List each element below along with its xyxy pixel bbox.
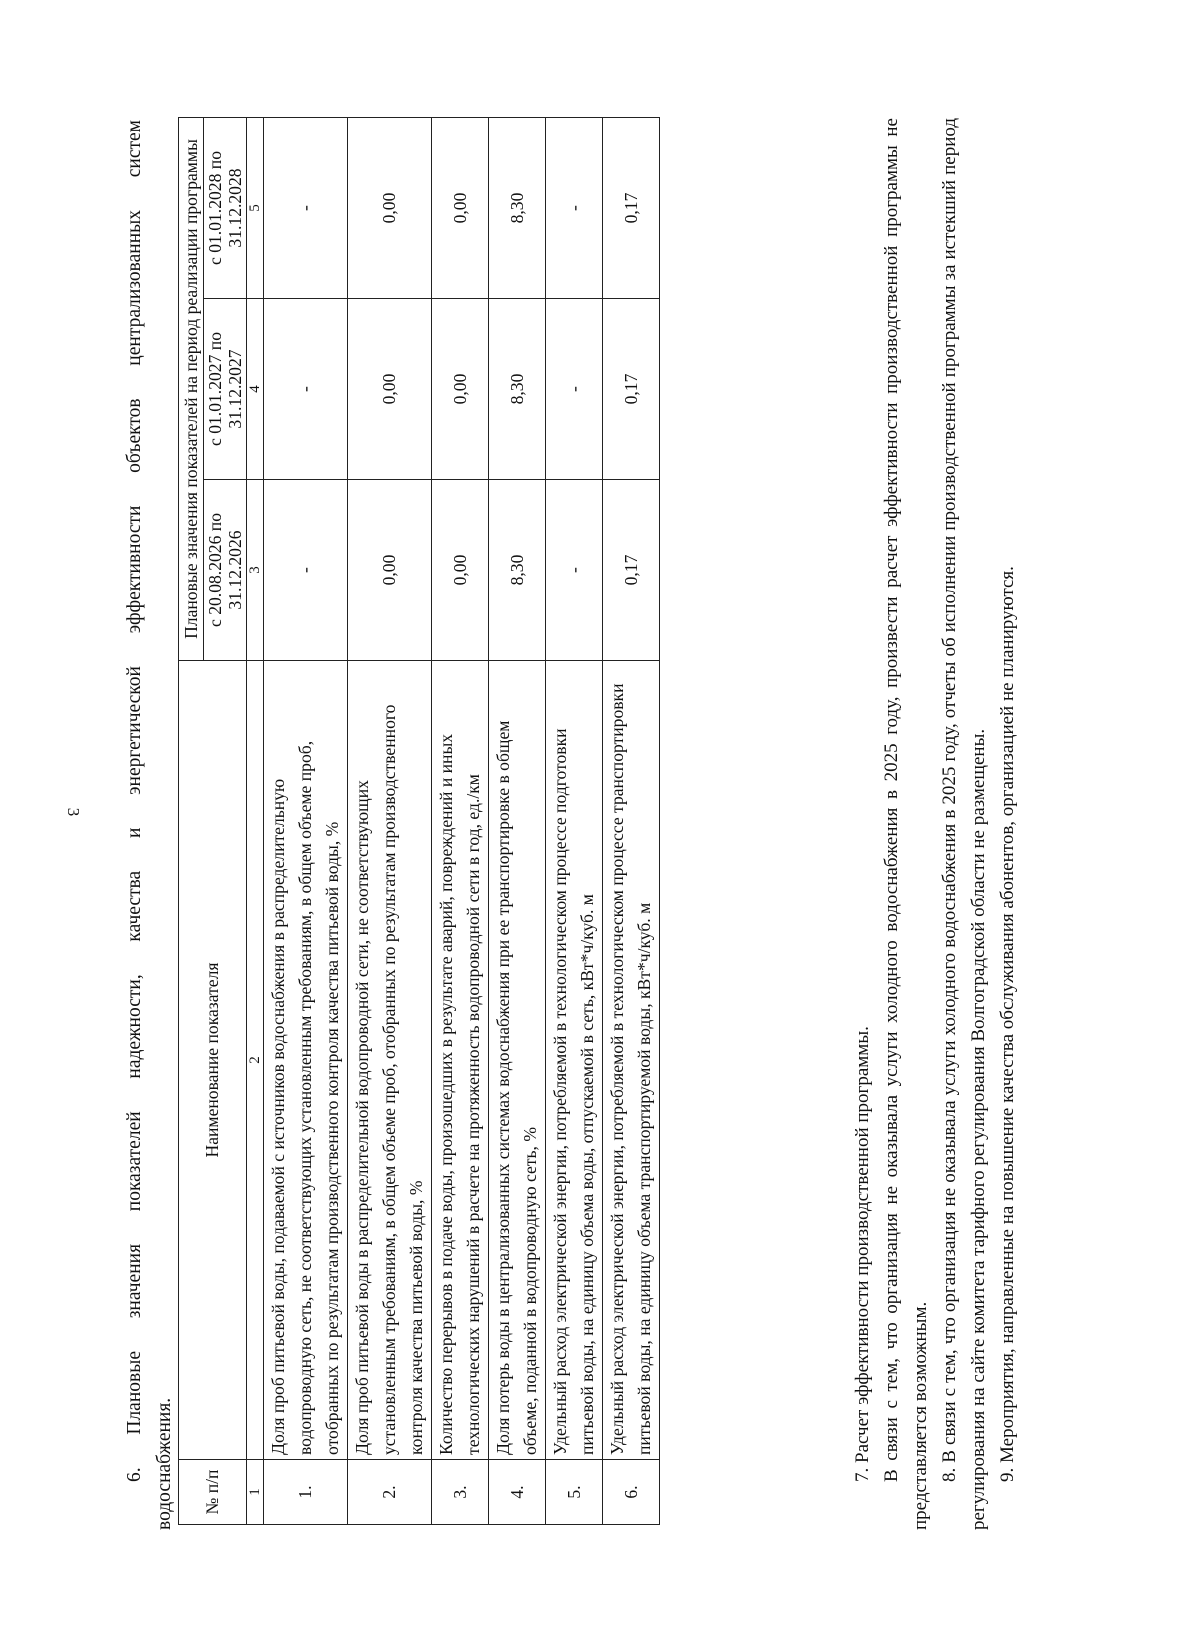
table-row xyxy=(546,118,603,1525)
table-header-row xyxy=(179,118,204,1525)
row-value: 0,00 xyxy=(348,118,432,299)
header-period-2: с 01.01.2027 по 31.12.2027 xyxy=(204,299,247,480)
index-cell: 4 xyxy=(247,299,264,480)
row-value: 8,30 xyxy=(489,480,546,661)
row-num: 1. xyxy=(264,1460,348,1525)
row-name: Удельный расход электрической энергии, потребляемой в технологическом процессе транспортировки питьевой воды, на единицу объема транспортируемой воды, кВт*ч/куб. м xyxy=(603,661,660,1460)
row-num: 6. xyxy=(603,1460,660,1525)
row-value: 0,17 xyxy=(603,480,660,661)
row-num: 4. xyxy=(489,1460,546,1525)
table-index-row xyxy=(247,118,264,1525)
paragraph-9-text: 9. Мероприятия, направленные на повышение качества обслуживания абонентов, организацией не планируются. xyxy=(997,566,1018,1482)
header-name: Наименование показателя xyxy=(179,661,247,1460)
row-value: - xyxy=(264,299,348,480)
index-cell: 3 xyxy=(247,480,264,661)
table-row xyxy=(489,118,546,1525)
row-value: - xyxy=(546,480,603,661)
row-value: 0,00 xyxy=(348,299,432,480)
section-title-line-1: 6. Плановые значения показателей надежности, качества и энергетической эффективности объектов централизованных систем xyxy=(124,120,145,1482)
row-name: Доля проб питьевой воды, подаваемой с источников водоснабжения в распределительную водопроводную сеть, не соответствующих установленным требованиям, в общем объеме проб, отобранных по результатам производственного контроля качества питьевой воды, % xyxy=(264,661,348,1460)
table-row xyxy=(432,118,489,1525)
row-value: - xyxy=(264,480,348,661)
row-value: 0,00 xyxy=(432,118,489,299)
indicators-table xyxy=(178,117,660,1525)
row-value: 0,17 xyxy=(603,118,660,299)
index-cell: 5 xyxy=(247,118,264,299)
index-cell: 2 xyxy=(247,661,264,1460)
row-name: Доля потерь воды в централизованных системах водоснабжения при ее транспортировке в общем объеме, поданной в водопроводную сеть, % xyxy=(489,661,546,1460)
header-period-1: с 20.08.2026 по 31.12.2026 xyxy=(204,480,247,661)
paragraph-7-text: В связи с тем, что организация не оказывала услуги холодного водоснабжения в 2025 году, произвести расчет эффективности производственной программы не представляется возможным. xyxy=(881,118,931,1530)
row-name: Доля проб питьевой воды в распределительной водопроводной сети, не соответствующих установленным требованиям, в общем объеме проб, отобранных по результатам производственного контроля качества питьевой воды, % xyxy=(348,661,432,1460)
row-value: 0,00 xyxy=(348,480,432,661)
section-title xyxy=(120,120,180,1530)
paragraph-8-text: 8. В связи с тем, что организация не оказывала услуги холодного водоснабжения в 2025 году, отчеты об исполнении производственной программы за истекший период регулирования на сайте комитета тарифного регулирования Волгоградской области не размещены. xyxy=(939,118,989,1530)
header-num: № п/п xyxy=(179,1460,247,1525)
row-value: 0,17 xyxy=(603,299,660,480)
row-name: Количество перерывов в подаче воды, произошедших в результате аварий, повреждений и иных технологических нарушений в расчете на протяженность водопроводной сети в год, ед./км xyxy=(432,661,489,1460)
row-name: Удельный расход электрической энергии, потребляемой в технологическом процессе подготовки питьевой воды, на единицу объема воды, отпускаемой в сеть, кВт*ч/куб. м xyxy=(546,661,603,1460)
row-value: - xyxy=(546,299,603,480)
section-title-line-2: водоснабжения. xyxy=(154,1397,175,1530)
row-value: 0,00 xyxy=(432,299,489,480)
footer-text xyxy=(848,118,1022,1530)
row-value: - xyxy=(546,118,603,299)
row-value: 8,30 xyxy=(489,118,546,299)
row-value: 8,30 xyxy=(489,299,546,480)
paragraph-7-title: 7. Расчет эффективности производственной программы. xyxy=(852,1026,873,1482)
row-num: 3. xyxy=(432,1460,489,1525)
row-value: - xyxy=(264,118,348,299)
row-value: 0,00 xyxy=(432,480,489,661)
row-num: 5. xyxy=(546,1460,603,1525)
table-row xyxy=(264,118,348,1525)
table-row xyxy=(603,118,660,1525)
header-planned-values: Плановые значения показателей на период реализации программы xyxy=(179,118,204,661)
row-num: 2. xyxy=(348,1460,432,1525)
page-number: 3 xyxy=(64,807,83,817)
header-period-3: с 01.01.2028 по 31.12.2028 xyxy=(204,118,247,299)
index-cell: 1 xyxy=(247,1460,264,1525)
table-row xyxy=(348,118,432,1525)
